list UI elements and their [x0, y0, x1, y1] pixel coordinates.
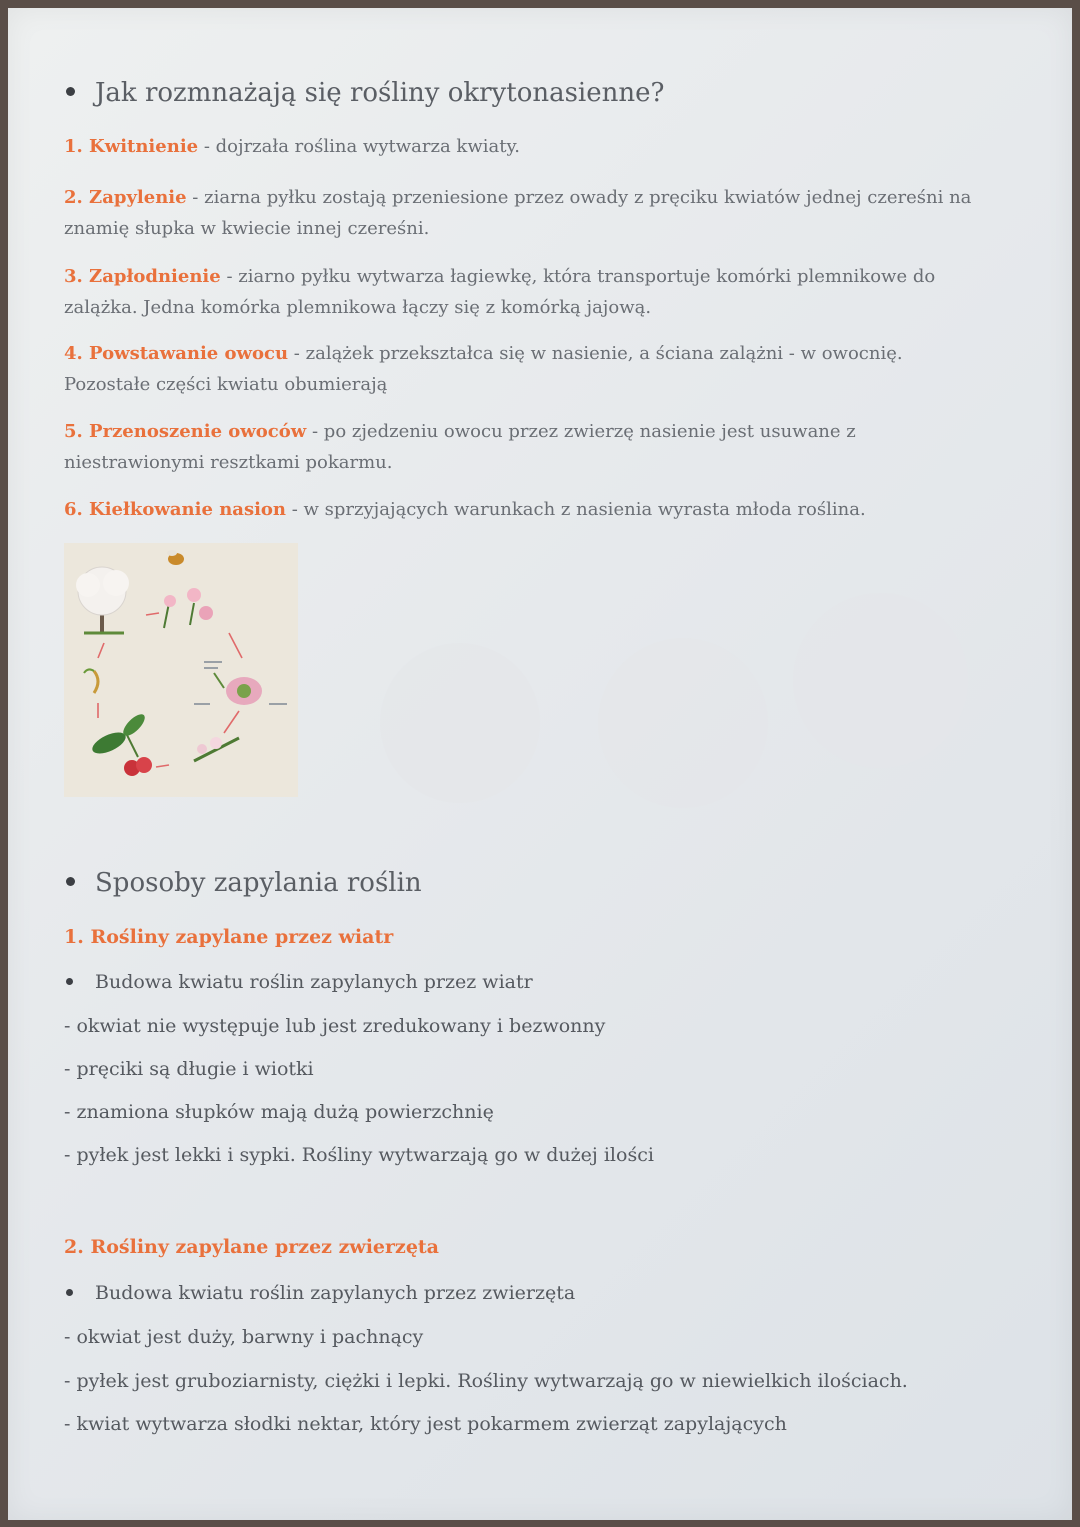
plant-life-cycle-illustration: [64, 543, 298, 797]
animal-line: - pyłek jest gruboziarnisty, ciężki i lepki. Rośliny wytwarzają go w niewielkich ilościach.: [64, 1370, 908, 1392]
step-text: - w sprzyjających warunkach z nasienia wyrasta młoda roślina.: [286, 499, 866, 520]
step-label: 3. Zapłodnienie: [64, 266, 221, 287]
step-text: - dojrzała roślina wytwarza kwiaty.: [198, 136, 520, 157]
wind-line: - okwiat nie występuje lub jest zredukowany i bezwonny: [64, 1015, 606, 1037]
flower-section-icon: [214, 673, 262, 705]
step-6: [64, 494, 984, 525]
step-4: [64, 338, 984, 400]
bullet-icon: [66, 978, 73, 985]
step-1: [64, 131, 984, 162]
bullet-icon: [66, 1289, 73, 1296]
twig-icon: [194, 737, 239, 761]
step-text: - po zjedzeniu owocu przez zwierzę nasienie jest usuwane z niestrawionymi resztkami pokarmu.: [64, 421, 856, 473]
step-label: 4. Powstawanie owocu: [64, 343, 289, 364]
wind-bullet: Budowa kwiatu roślin zapylanych przez wiatr: [66, 971, 533, 993]
faint-circle: [793, 593, 968, 768]
animal-bullet: Budowa kwiatu roślin zapylanych przez zwierzęta: [66, 1282, 575, 1304]
bullet-icon: [66, 877, 75, 886]
section2-heading: Sposoby zapylania roślin: [66, 868, 422, 898]
step-label: 5. Przenoszenie owoców: [64, 421, 307, 442]
step-label: 1. Kwitnienie: [64, 136, 199, 157]
life-cycle-diagram-icon: [64, 543, 298, 797]
bee-icon: [167, 550, 184, 565]
step-text: - zalążek przekształca się w nasienie, a ściana zalążni - w owocnię. Pozostałe części kwiatu obumierają: [64, 343, 903, 395]
flower-icon: [164, 588, 213, 628]
step-label: 2. Zapylenie: [64, 187, 187, 208]
wind-pollination-title: 1. Rośliny zapylane przez wiatr: [64, 926, 394, 948]
tree-icon: [76, 567, 129, 633]
step-2: [64, 182, 984, 244]
faint-circle: [598, 638, 768, 808]
bullet-icon: [66, 87, 75, 96]
wind-line: - pręciki są długie i wiotki: [64, 1058, 314, 1080]
animal-line: - kwiat wytwarza słodki nektar, który jest pokarmem zwierząt zapylających: [64, 1413, 787, 1435]
seedling-icon: [84, 669, 98, 693]
step-3: [64, 261, 984, 323]
step-label: 6. Kiełkowanie nasion: [64, 499, 287, 520]
cherry-icon: [124, 733, 152, 776]
faint-circle: [380, 643, 540, 803]
animal-pollination-title: 2. Rośliny zapylane przez zwierzęta: [64, 1236, 439, 1258]
step-text: - ziarna pyłku zostają przeniesione przez owady z pręciku kwiatów jednej czereśni na znamię słupka w kwiecie innej czereśni.: [64, 187, 972, 239]
step-text: - ziarno pyłku wytwarza łagiewkę, która transportuje komórki plemnikowe do zalążka. Jedna komórka plemnikowa łączy się z komórką jajową.: [64, 266, 936, 318]
section1-heading: Jak rozmnażają się rośliny okrytonasienne?: [66, 78, 664, 108]
wind-line: - pyłek jest lekki i sypki. Rośliny wytwarzają go w dużej ilości: [64, 1144, 654, 1166]
animal-line: - okwiat jest duży, barwny i pachnący: [64, 1326, 424, 1348]
step-5: [64, 416, 984, 478]
wind-line: - znamiona słupków mają dużą powierzchnię: [64, 1101, 494, 1123]
